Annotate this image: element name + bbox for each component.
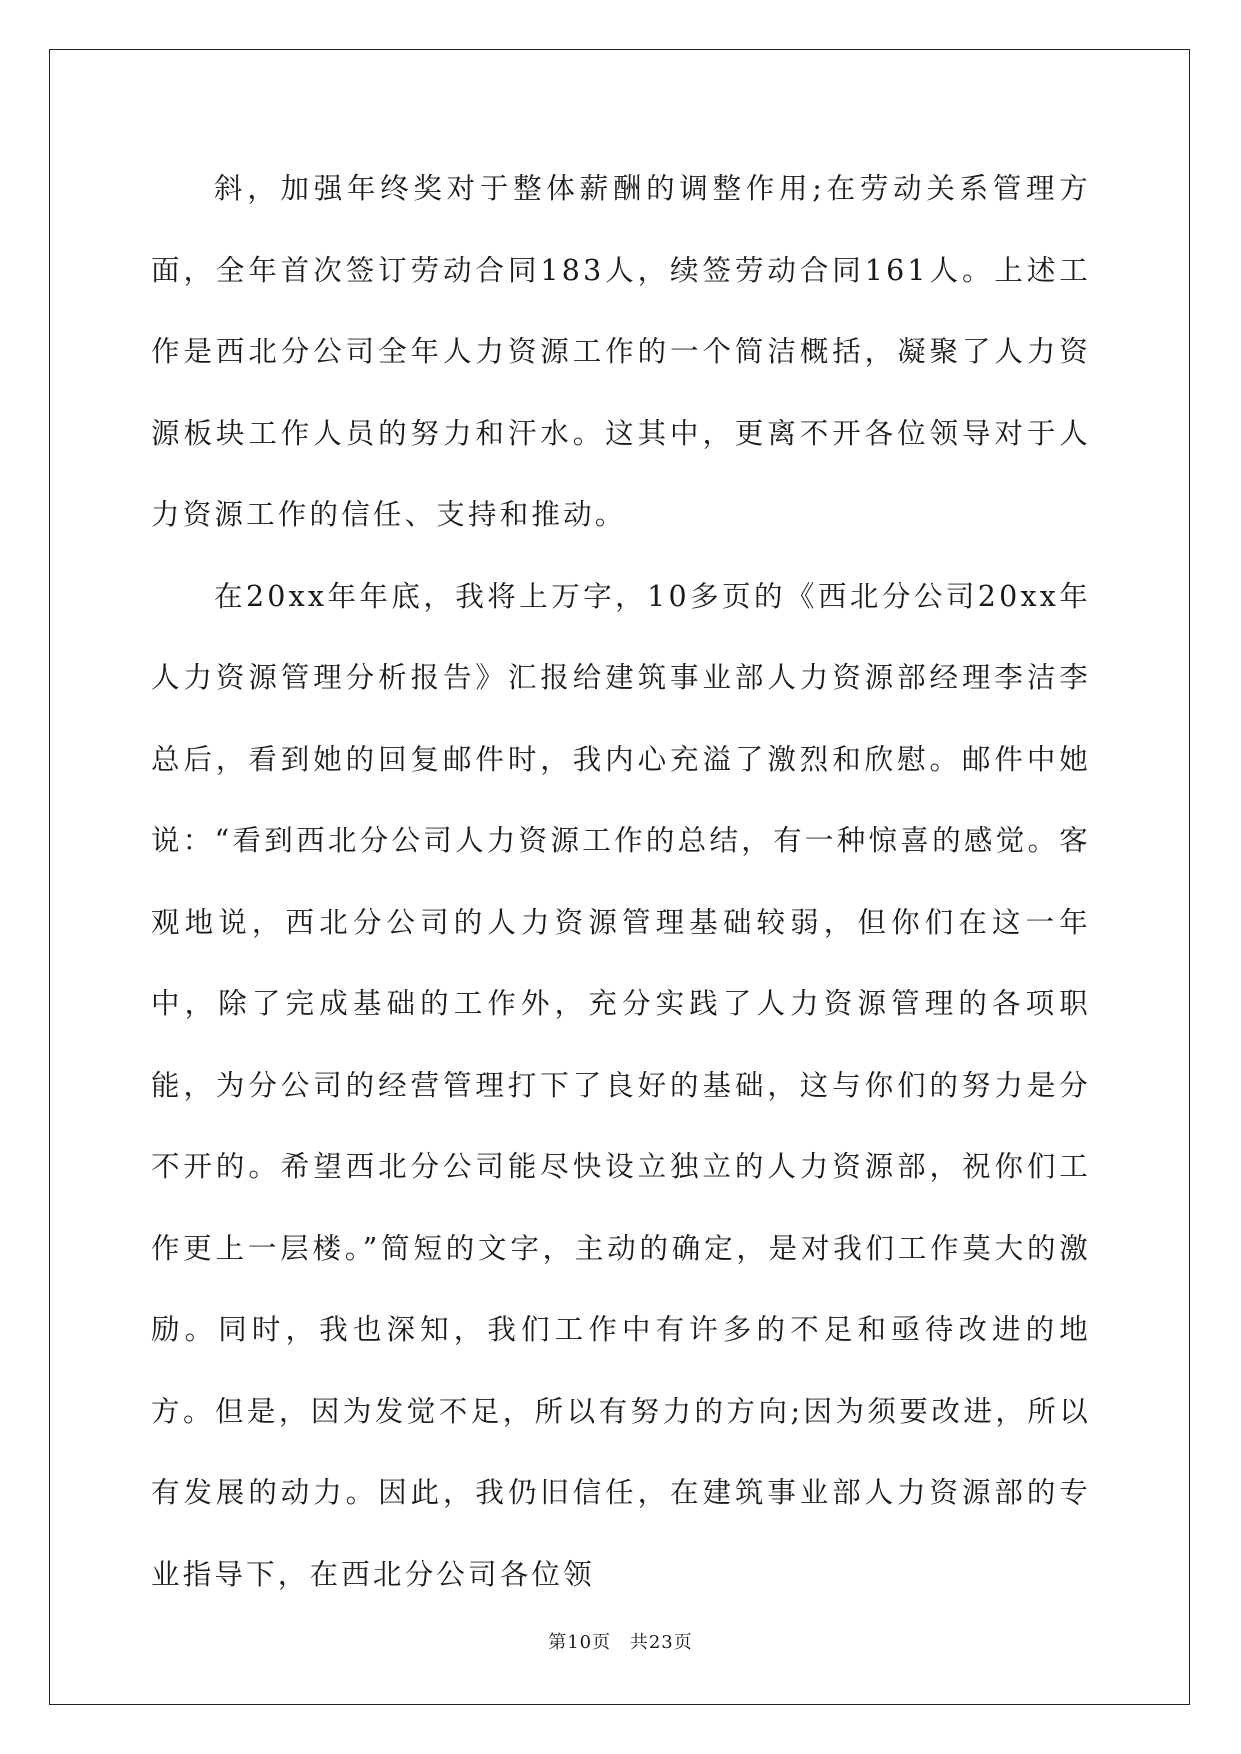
- page-footer: [0, 1628, 1241, 1654]
- total-pages-label: 共23页: [629, 1632, 693, 1653]
- document-body: [151, 148, 1091, 1615]
- current-page-label: 第10页: [548, 1632, 612, 1653]
- paragraph-1: 斜，加强年终奖对于整体薪酬的调整作用;在劳动关系管理方面，全年首次签订劳动合同183人，续签劳动合同161人。上述工作是西北分公司全年人力资源工作的一个简洁概括，凝聚了人力资源板块工作人员的努力和汗水。这其中，更离不开各位领导对于人力资源工作的信任、支持和推动。: [151, 172, 1091, 531]
- paragraph-2: 在20xx年年底，我将上万字，10多页的《西北分公司20xx年人力资源管理分析报告》汇报给建筑事业部人力资源部经理李洁李总后，看到她的回复邮件时，我内心充溢了激烈和欣慰。邮件中她说：“看到西北分公司人力资源工作的总结，有一种惊喜的感觉。客观地说，西北分公司的人力资源管理基础较弱，但你们在这一年中，除了完成基础的工作外，充分实践了人力资源管理的各项职能，为分公司的经营管理打下了良好的基础，这与你们的努力是分不开的。希望西北分公司能尽快设立独立的人力资源部，祝你们工作更上一层楼。”简短的文字，主动的确定，是对我们工作莫大的激励。同时，我也深知，我们工作中有许多的不足和亟待改进的地方。但是，因为发觉不足，所以有努力的方向;因为须要改进，所以有发展的动力。因此，我仍旧信任，在建筑事业部人力资源部的专业指导下，在西北分公司各位领: [151, 579, 1091, 1591]
